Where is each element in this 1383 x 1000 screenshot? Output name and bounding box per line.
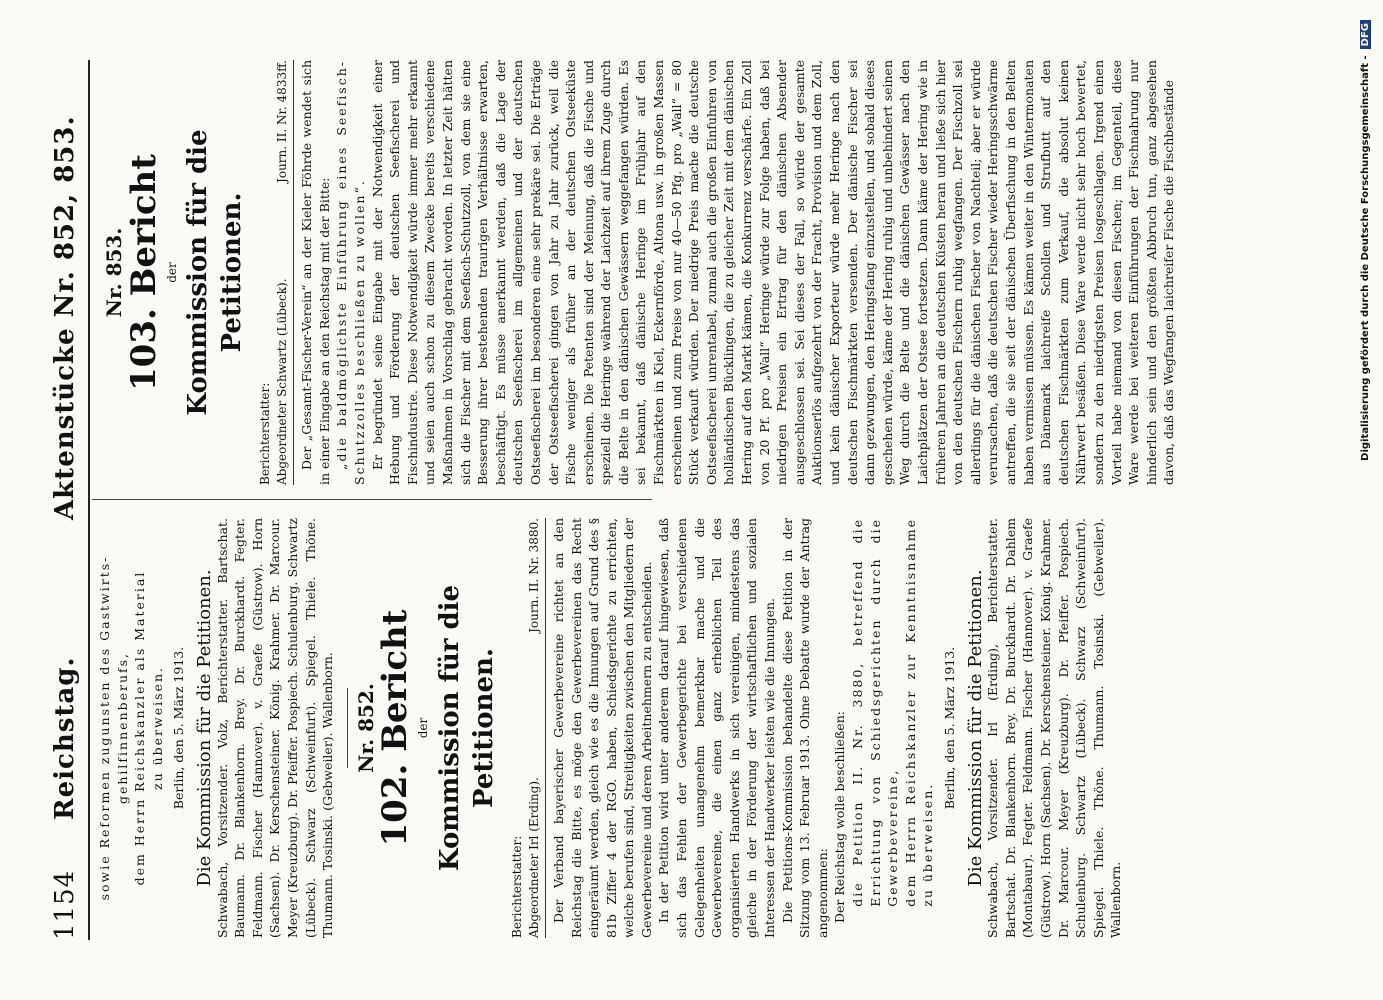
- reporter-name: Abgeordneter Irl (Erding).: [526, 777, 541, 938]
- report-number-852: Nr. 852.: [353, 683, 378, 773]
- reporter-label: Berichterstatter:: [258, 382, 273, 485]
- intro-paragraph: Der „Gesamt-Fischer-Verein“ an der Kieler Föhrde wendet sich in einer Eingabe an den Reichstag mit der Bitte:: [299, 60, 332, 485]
- right-column: [96, 60, 1178, 485]
- motion-intro: Der Reichstag wolle beschließen:: [832, 711, 848, 923]
- intro-text: [96, 518, 166, 938]
- date-2: Berlin, den 5. März 1913.: [941, 646, 957, 810]
- header-rule: [88, 60, 90, 940]
- report-der: der: [416, 717, 431, 739]
- report-title-102: 102. Bericht: [375, 609, 416, 847]
- dfg-logo: DFG: [1360, 20, 1371, 49]
- intro-line: zu überweisen.: [149, 666, 165, 790]
- header-left-label: Reichstag.: [50, 656, 80, 820]
- left-column: [96, 518, 1125, 938]
- intro-line: gehilfinnenberufs,: [114, 651, 130, 805]
- page-header: [14, 60, 84, 940]
- paragraph: Der Verband bayerischer Gewerbevereine richtet an den Reichstag die Bitte, es möge den Gewerbevereinen das Recht eingeräumt werden, gleich wie es die Innungen auf Grund des § 81b Ziffer 4 der RGO. haben, Schiedsgerichte zu errichten, welche berufen sind, Streitigkeiten zwischen den Mitgliedern der Gewerbevereine und deren Arbeitnehmern zu entscheiden.: [550, 518, 654, 938]
- paragraph: Er begründet seine Eingabe mit der Notwendigkeit einer Hebung und Förderung der deutschen Seefischerei und Fischindustrie. Diese Notwendigkeit würde immer mehr erkannt und seien auch schon zu diesem Zwecke bereits verschiedene Maßnahmen in Vorschlag gebracht worden. In letzter Zeit hätten sich die Fischer mit dem Seefisch-Schutzzoll, von dem sie eine Besserung ihrer bestehenden traurigen Verhältnisse erwarten, beschäftigt. Es müsse anerkannt werden, daß die Lage der deutschen Seefischerei im allgemeinen und der deutschen Ostseefischerei im besonderen eine sehr prekäre sei. Die Erträge der Ostseefischerei gingen von Jahr zu Jahr zurück, weil die Fische weniger als früher an der deutschen Ostseeküste erscheinen. Die Petenten sind der Meinung, daß die Fische und speziell die Heringe während der Laichzeit auf ihrem Zuge durch die Belte in den dänischen Gewässern weggefangen würden. Es sei bekannt, daß dänische Heringe im Frühjahr auf den Fischmärkten in Kiel, Eckernförde, Altona usw. in großen Massen erscheinen und zum Preise von nur 40—50 Pfg. pro „Wall“ = 80 Stück verkauft würden. Der niedrige Preis mache die deutsche Ostseefischerei unrentabel, zumal auch die großen Einfuhren von holländischen Bücklingen, die zu gleicher Zeit mit dem dänischen Hering auf den Markt kämen, die Konkurrenz verschärfe. Ein Zoll von 20 Pf. pro „Wall“ Heringe würde zur Folge haben, daß bei niedrigen Preisen ein Ertrag für den dänischen Absender ausgeschlossen sei. Sei dieses der Fall, so würde der gesamte Auktionserlös aufgezehrt von der Fracht, Provision und dem Zoll, und kein dänischer Exporteur würde mehr Heringe nach den deutschen Fischmärkten versenden. Der dänische Fischer sei dann gezwungen, den Heringsfang einzustellen, und sobald dieses geschehen würde, käme der Hering ruhig und unbehindert seinen Weg durch die Belte und die dänischen Gewässer nach den Laichplätzen der Ostsee fortsetzen. Dann käme der Hering wie in früheren Jahren an die deutschen Küsten heran und ließe sich hier von den deutschen Fischern ruhig wegfangen. Der Fischzoll sei allerdings für die dänischen Fischer von Nachteil; aber er würde verursachen, daß die deutschen Fischer wieder Heringsschwärme antreffen, die sie seit der dänischen Überfischung in den Belten haben vermissen müssen. Es kämen weiter in den Wintermonaten aus Dänemark laichreife Schollen und Strufbutt auf den deutschen Fischmärkten zum Verkauf, die absolut keinen Nährwert besäßen. Diese Ware werde nicht sehr hoch bewertet, sondern zu den niedrigsten Preisen losgeschlagen. Irgend einen Vorteil habe niemand von diesen Fischen; im Gegenteil, diese Ware werde bei weiteren Einführungen der Fischnahrung nur hinderlich sein und den größten Abbruch tun, ganz abgesehen davon, daß das Wegfangen laichreifer Fische die Fischbestände: [369, 60, 1177, 485]
- section-separator: [347, 688, 348, 768]
- page-number: 1154: [50, 869, 80, 940]
- members-list-2: Schwabach, Vorsitzender. Irl (Erding), Berichterstatter. Bartschat. Dr. Blankenhorn. Brey. Dr. Burckhardt. Dr. Dahlem (Montabaur). Fegter. Feldmann. Fischer (Hannover). v. Graefe (Güstrow). Horn (Sachsen). Dr. Kerschensteiner. König. Krahmer. Dr. Marcour. Meyer (Kreuzburg). Dr. Pfeiffer. Pospiech. Schulenburg. Schwartz (Lübeck). Schwarz (Schweinfurt). Spiegel. Thiele. Thöne. Thumann. Tosinski. (Gebweiler). Wallenborn.: [985, 518, 1124, 938]
- members-list-1: Schwabach, Vorsitzender. Volz, Berichterstatter. Bartschat. Baumann. Dr. Blankenhorn. Brey. Dr. Burckhardt. Fegter. Feldmann. Fischer (Hannover). v. Graefe (Güstrow). Horn (Sachsen). Dr. Kerschensteiner. König. Krahmer. Dr. Marcour. Meyer (Kreuzburg). Dr. Pfeiffer. Pospiech. Schulenburg. Schwartz (Lübeck). Schwarz (Schweinfurt). Spiegel. Thiele. Thöne. Thumann. Tosinski. (Gebweiler). Wallenborn.: [214, 518, 336, 938]
- reporter-name: Abgeordneter Schwartz (Lübeck).: [275, 278, 290, 485]
- signature-2: Die Kommission für die Petitionen.: [964, 569, 986, 887]
- paragraph: In der Petition wird unter anderem darauf hingewiesen, daß sich das Fehlen der Gewerbegerichte bei verschiedenen Gelegenheiten unangenehm bemerkbar mache und die Gewerbevereine, die einen ganz erheblichen Teil des organisierten Handwerks in sich vereinigen, mindestens das gleiche in der Förderung der wirtschaftlichen und sozialen Interessen der Handwerker leisten wie die Innungen.: [656, 518, 778, 938]
- header-title: Aktenstücke Nr. 852, 853.: [50, 115, 80, 520]
- report-der: der: [164, 262, 179, 283]
- paragraph: Die Petitions-Kommission behandelte diese Petition in der Sitzung vom 13. Februar 1913. Ohne Debatte wurde der Antrag angenommen:: [779, 518, 830, 938]
- reporter-line: [274, 60, 294, 485]
- digitization-credit: [1360, 20, 1371, 620]
- credit-text: Digitalisierung gefördert durch die Deutsche Forschungsgemeinschaft -: [1360, 55, 1371, 461]
- reporter-label: Berichterstatter:: [509, 835, 524, 938]
- motion-line: dem Herrn Reichskanzler zur Kenntnisnahme zu überweisen.: [902, 518, 936, 907]
- commission-heading-852: Kommission für die Petitionen.: [434, 584, 499, 872]
- journal-number: Journ. II. Nr. 4833ff.: [275, 60, 290, 183]
- report-title-103: 103. Bericht: [123, 154, 164, 391]
- intro-line: sowie Reformen zugunsten des Gastwirts-: [97, 555, 112, 901]
- column-divider: [92, 499, 652, 500]
- motion-line: die Petition II. Nr. 3880, betreffend die Errichtung von Schiedsgerichten durch die Gewerbevereine,: [850, 518, 901, 907]
- journal-number: Journ. II. Nr. 3880.: [526, 518, 541, 633]
- commission-heading-853: Kommission für die Petitionen.: [183, 129, 248, 416]
- date-1: Berlin, den 5. März 1913.: [171, 646, 187, 810]
- petition-quote: „die baldmöglichste Einführung eines Seefisch-Schutzzolles beschließen zu wollen“.: [334, 60, 367, 485]
- signature-1: Die Kommission für die Petitionen.: [193, 569, 215, 887]
- report-number-853: Nr. 853.: [102, 227, 126, 318]
- intro-line: dem Herrn Reichskanzler als Material: [132, 570, 148, 886]
- reporter-line: [526, 518, 546, 938]
